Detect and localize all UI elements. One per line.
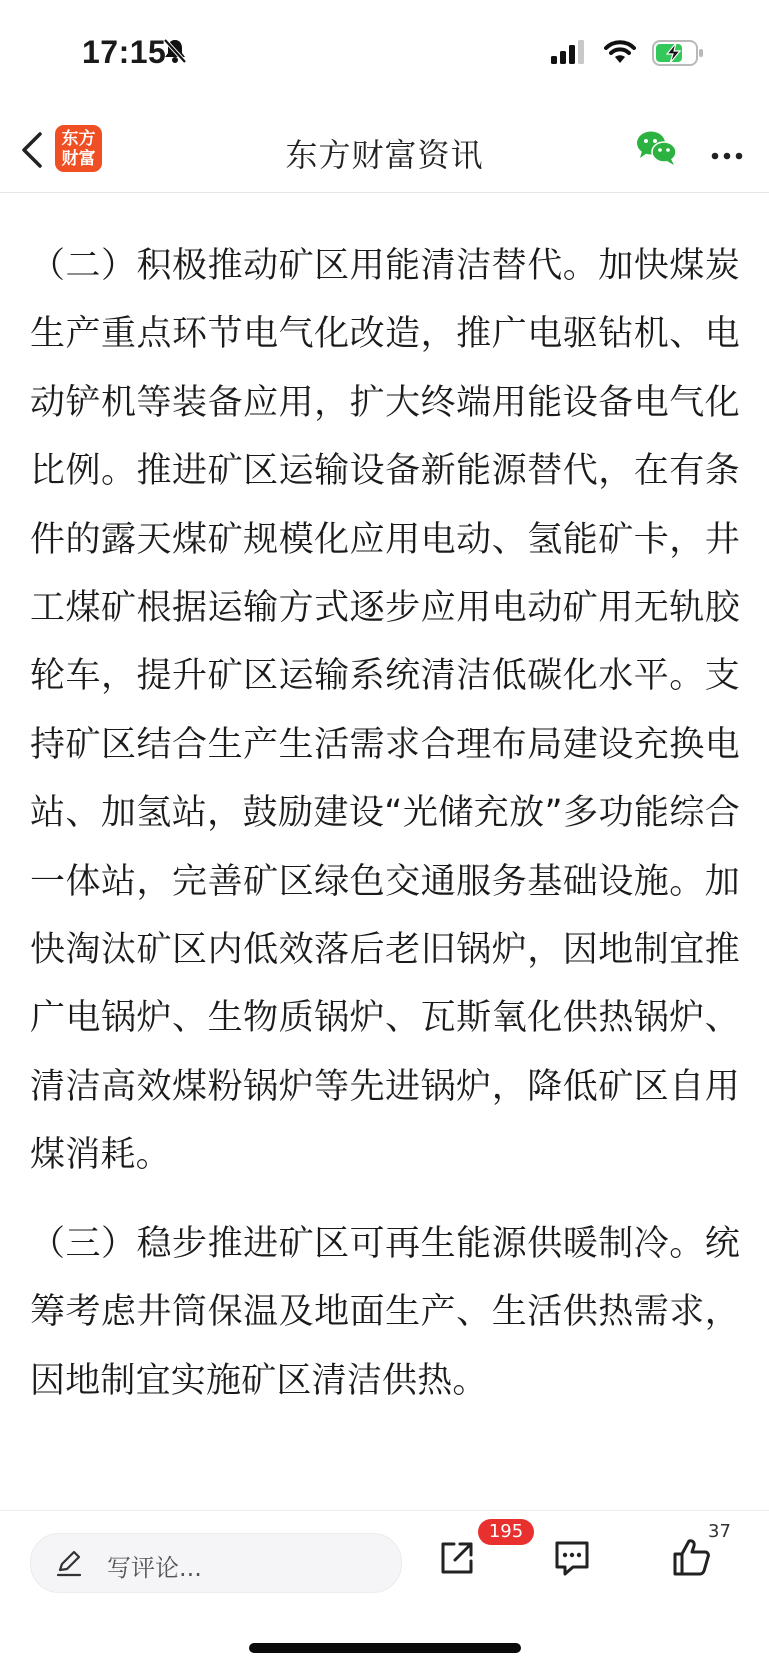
article-paragraph: （三）稳步推进矿区可再生能源供暖制冷。统筹考虑井筒保温及地面生产、生活供热需求，因地制宜实施矿区清洁供热。 [30, 1223, 740, 1401]
more-horizontal-icon[interactable] [711, 146, 743, 165]
comment-icon[interactable] [553, 1539, 591, 1581]
battery-charging-icon [652, 40, 706, 70]
article-paragraph: （二）积极推动矿区用能清洁替代。加快煤炭生产重点环节电气化改造，推广电驱钻机、电动铲机等装备应用，扩大终端用能设备电气化比例。推进矿区运输设备新能源替代，在有条件的露天煤矿规模化应用电动、氢能矿卡，井工煤矿根据运输方式逐步应用电动矿用无轨胶轮车，提升矿区运输系统清洁低碳化水平。支持矿区结合生产生活需求合理布局建设充换电站、加氢站，鼓励建设“光储充放”多功能综合一体站，完善矿区绿色交通服务基础设施。加快淘汰矿区内低效落后老旧锅炉，因地制宜推广电锅炉、生物质锅炉、瓦斯氧化供热锅炉、清洁高效煤粉锅炉等先进锅炉，降低矿区自用煤消耗。 [30, 246, 740, 1176]
bell-slash-icon [163, 38, 187, 68]
status-time: 17:15 [82, 34, 167, 70]
page-title: 东方财富资讯 [285, 136, 484, 174]
pencil-icon [55, 1549, 83, 1581]
like-count: 37 [708, 1521, 731, 1542]
logo-line2: 财富 [61, 148, 96, 169]
logo-line1: 东方 [61, 128, 96, 149]
share-icon[interactable] [438, 1539, 476, 1581]
wechat-icon[interactable] [636, 130, 678, 170]
comment-placeholder: 写评论... [107, 1554, 202, 1582]
share-count-badge: 195 [478, 1519, 534, 1545]
home-indicator[interactable] [249, 1643, 521, 1653]
cellular-signal-icon [551, 40, 587, 68]
nav-bar [0, 110, 769, 193]
status-bar [0, 0, 769, 100]
article-body [30, 232, 740, 1435]
comment-input[interactable] [30, 1533, 402, 1593]
thumbs-up-icon[interactable] [672, 1537, 712, 1581]
wifi-icon [603, 38, 637, 68]
